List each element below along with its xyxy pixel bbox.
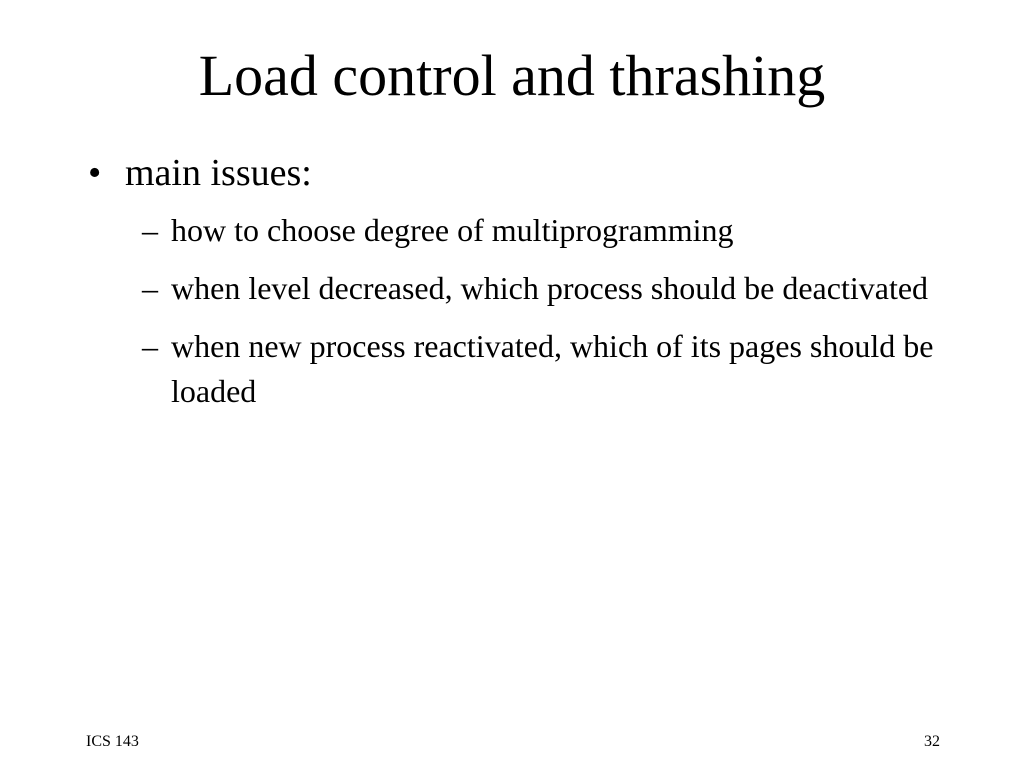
slide-title: Load control and thrashing bbox=[198, 43, 826, 108]
sub-bullet-dash: – bbox=[142, 328, 158, 364]
bullet-marker: • bbox=[88, 152, 102, 194]
sub-bullet-text: when new process reactivated, which of its pages should be loaded bbox=[171, 328, 934, 409]
bullet-main-issues bbox=[88, 150, 968, 196]
sub-bullet-text: when level decreased, which process should be deactivated bbox=[171, 270, 929, 306]
sub-bullet-list bbox=[142, 208, 962, 427]
sub-bullet-item bbox=[142, 266, 962, 311]
sub-bullet-text: how to choose degree of multiprogramming bbox=[171, 212, 734, 248]
footer-page-number: 32 bbox=[924, 733, 940, 750]
sub-bullet-item bbox=[142, 208, 962, 253]
footer-course-label: ICS 143 bbox=[86, 733, 139, 750]
sub-bullet-dash: – bbox=[142, 270, 158, 306]
sub-bullet-item bbox=[142, 324, 962, 414]
bullet-text: main issues: bbox=[125, 152, 312, 194]
sub-bullet-dash: – bbox=[142, 212, 158, 248]
